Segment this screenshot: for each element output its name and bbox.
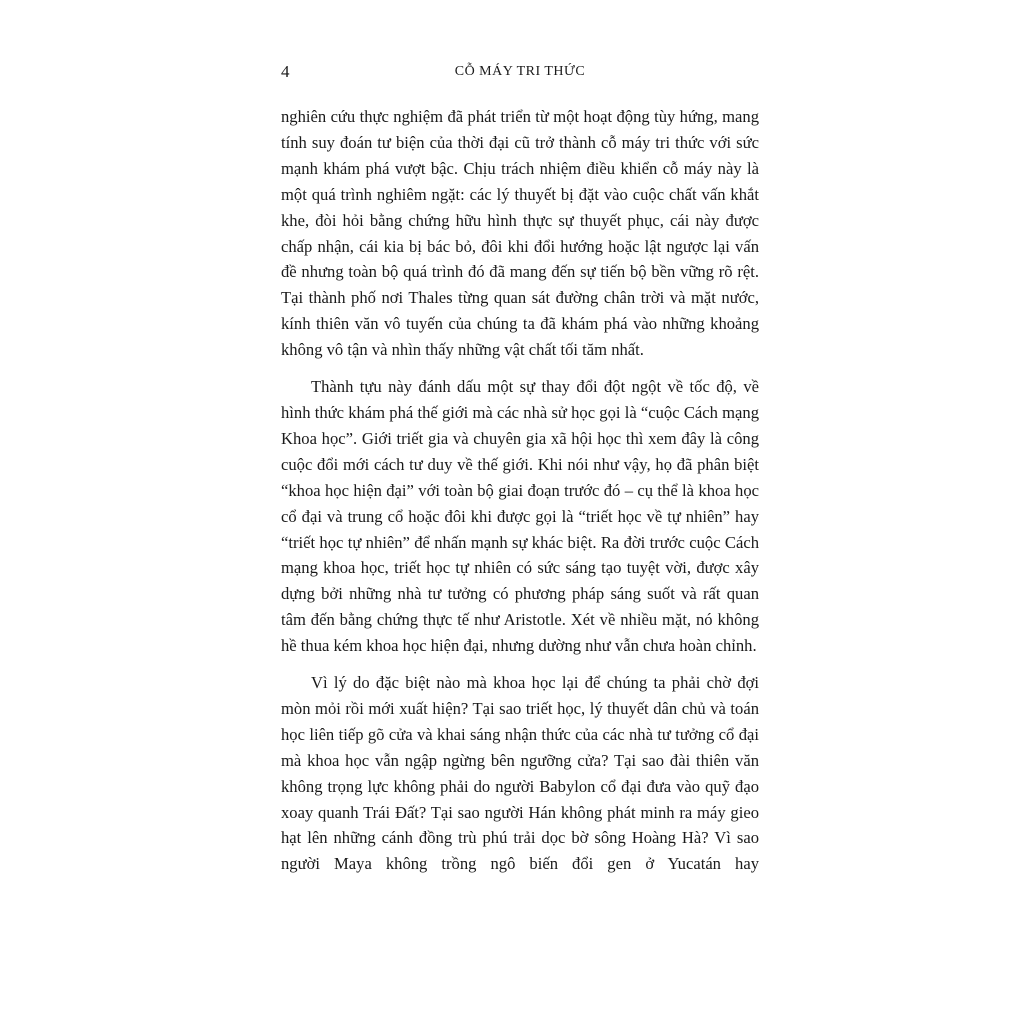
paragraph-continued: nghiên cứu thực nghiệm đã phát triển từ một hoạt động tùy hứng, mang tính suy đoán tư biện của thời đại cũ trở thành cỗ máy tri thức với sức mạnh khám phá vượt bậc. Chịu trách nhiệm điều khiển cỗ máy này là một quá trình nghiêm ngặt: các lý thuyết bị đặt vào cuộc chất vấn khắt khe, đòi hỏi bằng chứng hữu hình thực sự thuyết phục, cái này được chấp nhận, cái kia bị bác bỏ, đôi khi đổi hướng hoặc lật ngược lại vấn đề nhưng toàn bộ quá trình đó đã mang đến sự tiến bộ bền vững rõ rệt. Tại thành phố nơi Thales từng quan sát đường chân trời và mặt nước, kính thiên văn vô tuyến của chúng ta đã khám phá vào những khoảng không vô tận và nhìn thấy những vật chất tối tăm nhất. [281,107,759,360]
body-text [281,104,759,877]
paragraph: Thành tựu này đánh dấu một sự thay đổi đột ngột về tốc độ, về hình thức khám phá thế giới mà các nhà sử học gọi là “cuộc Cách mạng Khoa học”. Giới triết gia và chuyên gia xã hội học thì xem đây là công cuộc đổi mới cách tư duy về thế giới. Khi nói như vậy, họ đã phân biệt “khoa học hiện đại” với toàn bộ giai đoạn trước đó – cụ thể là khoa học cổ đại và trung cổ hoặc đôi khi được gọi là “triết học về tự nhiên” hay “triết học tự nhiên” để nhấn mạnh sự khác biệt. Ra đời trước cuộc Cách mạng khoa học, triết học tự nhiên có sức sáng tạo tuyệt vời, được xây dựng bởi những nhà tư tưởng có phương pháp sáng suốt và rất quan tâm đến bằng chứng thực tế như Aristotle. Xét về nhiều mặt, nó không hề thua kém khoa học hiện đại, nhưng dường như vẫn chưa hoàn chỉnh. [281,377,759,656]
running-head [281,62,759,86]
paragraph-runover: Vì lý do đặc biệt nào mà khoa học lại để chúng ta phải chờ đợi mòn mỏi rồi mới xuất hiện? Tại sao triết học, lý thuyết dân chủ và toán học liên tiếp gõ cửa và khai sáng nhận thức của các nhà tư tưởng cổ đại mà khoa học vẫn ngập ngừng bên ngưỡng cửa? Tại sao đài thiên văn không trọng lực không phải do người Babylon cổ đại đưa vào quỹ đạo xoay quanh Trái Đất? Tại sao người Hán không phát minh ra máy gieo hạt lên những cánh đồng trù phú trải dọc bờ sông Hoàng Hà? Vì sao người Maya không trồng ngô biến đổi gen ở Yucatán hay [281,673,759,874]
book-title: CỖ MÁY TRI THỨC [454,64,586,79]
page-number: 4 [281,62,290,81]
